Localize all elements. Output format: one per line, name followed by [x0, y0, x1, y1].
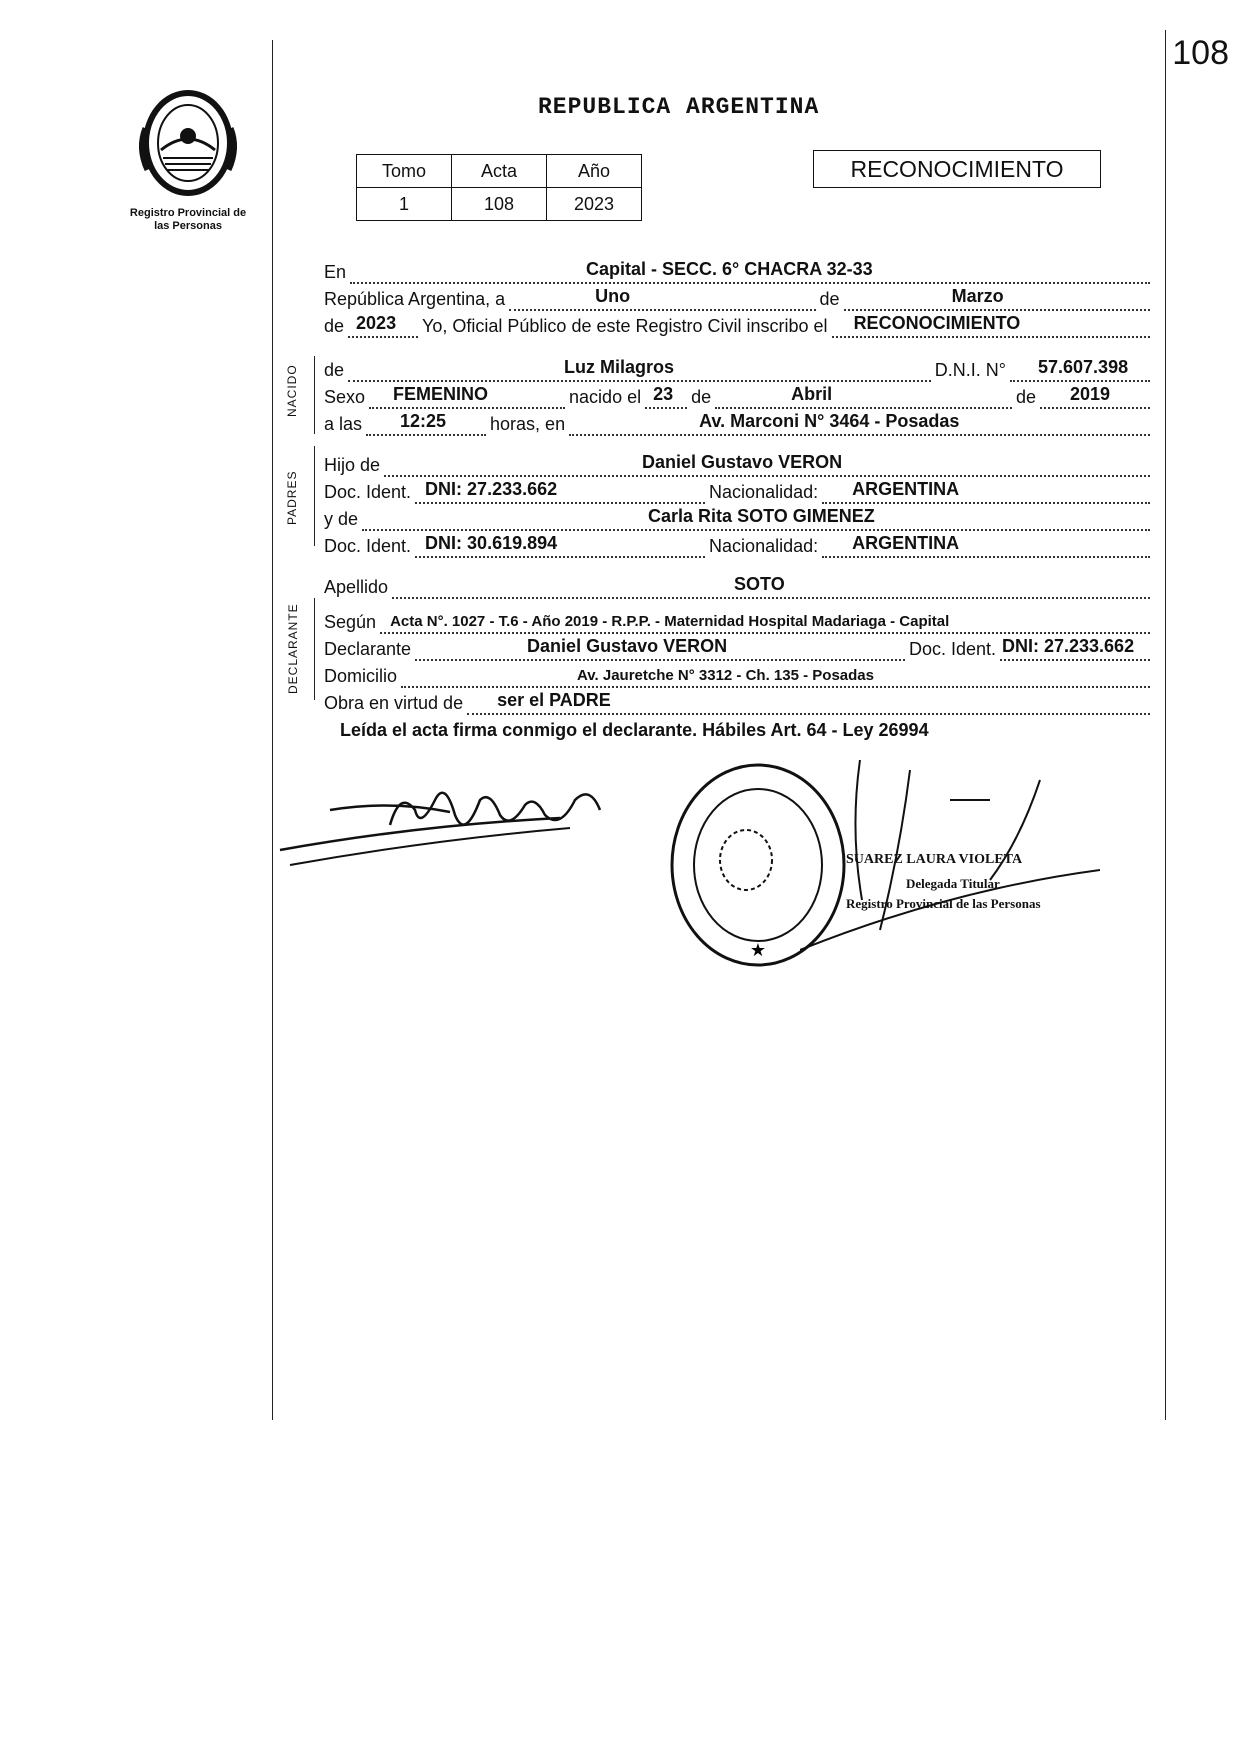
label-hijo-de: Hijo de: [324, 455, 381, 475]
value-dia: Uno: [595, 286, 631, 306]
row-segun: [324, 608, 1154, 634]
field-acto: [832, 312, 1150, 338]
field-nombre: [348, 356, 931, 382]
value-padre-nac: ARGENTINA: [852, 479, 960, 499]
field-obra: [467, 689, 1150, 715]
label-nacido-el: nacido el: [569, 387, 642, 407]
label-domicilio: Domicilio: [324, 666, 398, 686]
value-segun: Acta N°. 1027 - T.6 - Año 2019 - R.P.P. - Maternidad Hospital Madariaga - Capital: [390, 613, 950, 630]
value-declarante: Daniel Gustavo VERON: [527, 636, 728, 656]
label-y-de: y de: [324, 509, 359, 529]
closing-statement: Leída el acta firma conmigo el declarante. Hábiles Art. 64 - Ley 26994: [340, 720, 929, 740]
acta-table: [356, 154, 642, 221]
left-margin-line: [272, 40, 273, 1420]
field-domicilio: [401, 662, 1150, 688]
field-lugar: [350, 258, 1150, 284]
field-dni: [1010, 356, 1150, 382]
value-declarante-doc: DNI: 27.233.662: [1002, 636, 1135, 656]
row-domicilio: [324, 662, 1154, 688]
row-lugar: [324, 258, 1154, 284]
field-madre-nac: [822, 532, 1150, 558]
value-lugar-nac: Av. Marconi N° 3464 - Posadas: [699, 411, 960, 431]
svg-text:★: ★: [749, 940, 767, 961]
value-dni: 57.607.398: [1038, 357, 1129, 377]
label-de3: de: [324, 360, 345, 380]
row-nombre: [324, 356, 1154, 382]
field-apellido: [392, 573, 1150, 599]
side-label-padres: PADRES: [285, 470, 299, 525]
page-number: 108: [1172, 34, 1229, 72]
row-hora: [324, 410, 1154, 436]
value-apellido: SOTO: [734, 574, 785, 594]
official-org: Registro Provincial de las Personas: [846, 896, 1041, 911]
label-dni: D.N.I. N°: [934, 360, 1006, 380]
nacido-bracket: [314, 356, 315, 434]
declarant-signature: [270, 770, 650, 880]
value-mes: Marzo: [951, 286, 1004, 306]
declarante-bracket: [314, 598, 315, 700]
label-doc-ident3: Doc. Ident.: [908, 639, 996, 659]
label-de4: de: [691, 387, 712, 407]
padres-bracket: [314, 446, 315, 546]
field-mes: [844, 285, 1150, 311]
field-lugar-nac: [569, 410, 1150, 436]
value-nac-anio: 2019: [1070, 384, 1111, 404]
value-acta: 108: [452, 188, 547, 221]
label-a-las: a las: [324, 414, 363, 434]
side-label-declarante: DECLARANTE: [286, 603, 300, 694]
field-nac-anio: [1040, 383, 1150, 409]
label-republica: República Argentina, a: [324, 289, 506, 309]
row-declarante: [324, 635, 1154, 661]
row-obra: [324, 689, 1154, 715]
field-dia: [509, 285, 815, 311]
value-nombre: Luz Milagros: [564, 357, 675, 377]
field-nac-mes: [715, 383, 1012, 409]
country-title: REPUBLICA ARGENTINA: [538, 94, 820, 120]
official-name: SUAREZ LAURA VIOLETA: [846, 852, 1023, 867]
value-tomo: 1: [357, 188, 452, 221]
value-obra: ser el PADRE: [497, 690, 611, 710]
label-yo: Yo, Oficial Público de este Registro Civil inscribo el: [422, 316, 828, 336]
label-sexo: Sexo: [324, 387, 366, 407]
label-en: En: [324, 262, 347, 282]
label-doc-ident2: Doc. Ident.: [324, 536, 412, 556]
field-declarante: [415, 635, 905, 661]
header-anio: Año: [547, 155, 642, 188]
header-acta: Acta: [452, 155, 547, 188]
label-obra: Obra en virtud de: [324, 693, 464, 713]
value-anio: 2023: [547, 188, 642, 221]
field-padre: [384, 451, 1150, 477]
value-domicilio: Av. Jauretche N° 3312 - Ch. 135 - Posadas: [577, 667, 874, 684]
side-label-nacido: NACIDO: [285, 364, 299, 417]
field-segun: [380, 608, 1150, 634]
field-hora: [366, 410, 486, 436]
field-padre-doc: [415, 478, 705, 504]
value-madre: Carla Rita SOTO GIMENEZ: [648, 506, 875, 526]
value-acto: RECONOCIMIENTO: [853, 313, 1021, 333]
field-madre: [362, 505, 1150, 531]
row-fecha: [324, 285, 1154, 311]
field-anio: [348, 312, 418, 338]
row-madre: [324, 505, 1154, 531]
row-padre: [324, 451, 1154, 477]
label-doc-ident: Doc. Ident.: [324, 482, 412, 502]
value-padre: Daniel Gustavo VERON: [642, 452, 843, 472]
value-anio: 2023: [356, 313, 397, 333]
row-acto: [324, 312, 1154, 338]
label-declarante: Declarante: [324, 639, 412, 659]
row-apellido: [324, 573, 1154, 599]
value-madre-doc: DNI: 30.619.894: [425, 533, 558, 553]
act-type-box: RECONOCIMIENTO: [813, 150, 1101, 188]
label-horas-en: horas, en: [490, 414, 566, 434]
label-nacionalidad2: Nacionalidad:: [709, 536, 819, 556]
value-hora: 12:25: [400, 411, 447, 431]
value-nac-mes: Abril: [791, 384, 833, 404]
label-segun: Según: [324, 612, 377, 632]
right-margin-line: [1165, 30, 1166, 1420]
value-padre-doc: DNI: 27.233.662: [425, 479, 558, 499]
value-madre-nac: ARGENTINA: [852, 533, 960, 553]
field-padre-nac: [822, 478, 1150, 504]
provincial-seal-icon: [133, 88, 243, 198]
label-apellido: Apellido: [324, 577, 389, 597]
registry-caption: Registro Provincial de las Personas: [129, 207, 247, 232]
label-nacionalidad: Nacionalidad:: [709, 482, 819, 502]
row-sexo: [324, 383, 1154, 409]
row-padre-doc: [324, 478, 1154, 504]
header-tomo: Tomo: [357, 155, 452, 188]
registry-logo: [128, 88, 248, 233]
field-nac-dia: [645, 383, 687, 409]
row-madre-doc: [324, 532, 1154, 558]
field-declarante-doc: [1000, 635, 1150, 661]
field-madre-doc: [415, 532, 705, 558]
field-sexo: [369, 383, 565, 409]
label-de2: de: [324, 316, 345, 336]
official-role: Delegada Titular: [906, 876, 1000, 891]
label-de5: de: [1015, 387, 1036, 407]
value-nac-dia: 23: [653, 384, 674, 404]
value-sexo: FEMENINO: [393, 384, 489, 404]
value-lugar: Capital - SECC. 6° CHACRA 32-33: [586, 259, 873, 279]
label-de: de: [819, 289, 840, 309]
